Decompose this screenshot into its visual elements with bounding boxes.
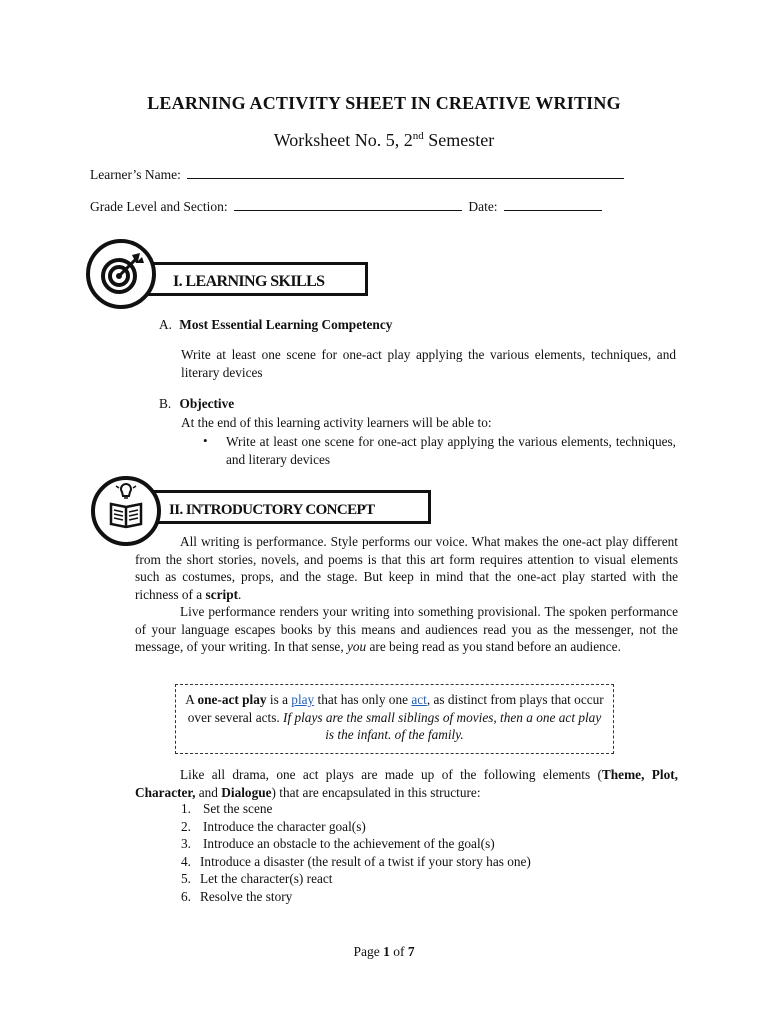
intro-paragraph-2 — [135, 603, 678, 656]
learner-name-label: Learner’s Name: — [90, 167, 181, 182]
definition-callout — [175, 684, 614, 754]
objective-intro: At the end of this learning activity learners will be able to: — [181, 415, 492, 430]
element-plot-character: Plot, Character, — [135, 767, 678, 800]
element-theme: Theme, — [601, 767, 645, 782]
list-item — [181, 818, 531, 836]
callout-term: one-act play — [197, 692, 267, 707]
target-icon — [86, 239, 156, 309]
section-heading-text: I. LEARNING SKILLS — [173, 273, 325, 290]
elements-paragraph — [135, 766, 678, 801]
worksheet-sup: nd — [412, 130, 424, 142]
section-heading-introductory-concept — [140, 490, 431, 524]
worksheet-suffix: Semester — [423, 130, 495, 150]
list-number: 2. — [181, 818, 191, 834]
page-total: 7 — [407, 944, 415, 959]
objective-title: Objective — [179, 396, 235, 411]
callout-text: A — [185, 692, 198, 707]
list-item — [181, 888, 531, 906]
section-heading-text: II. INTRODUCTORY CONCEPT — [169, 502, 375, 518]
callout-text: , as distinct from plays that occur over several acts. — [187, 692, 604, 725]
grade-section-field[interactable] — [234, 198, 462, 211]
intro-paragraph-2-end: are being read as you stand before an audience. — [366, 639, 621, 654]
worksheet-subtitle — [0, 130, 768, 151]
date-field[interactable] — [504, 198, 602, 211]
intro-paragraph-1-text: All writing is performance. Style performs our voice. What makes the one-act play different from the short stories, novels, and poems is that this art form requires attention to visual elements such as costumes, props, and the stage. But keep in mind that the one-act play started with the richness of a — [135, 534, 678, 602]
script-term: script — [205, 586, 239, 602]
list-number: 4. — [181, 853, 191, 869]
list-text: Introduce the character goal(s) — [203, 818, 366, 834]
section-heading-learning-skills — [140, 262, 368, 296]
list-text: Resolve the story — [200, 888, 293, 904]
list-item — [181, 870, 531, 888]
elements-intro-end: ) that are encapsulated in this structure: — [271, 784, 481, 800]
list-number: 6. — [181, 888, 191, 904]
intro-paragraph-2-text: Live performance renders your writing into something provisional. The spoken performance of your language escapes books by this means and audiences read you as the messenger, not the message, of your writing. In that sense, — [135, 604, 678, 654]
you-emphasis: you — [346, 639, 367, 654]
grade-label: Grade Level and Section: — [90, 199, 228, 214]
worksheet-prefix: Worksheet No. 5, 2 — [273, 130, 413, 150]
elements-intro: Like all drama, one act plays are made up of the following elements ( — [180, 767, 602, 782]
objective-bullet: Write at least one scene for one-act play applying the various elements, techniques, and literary devices — [226, 434, 676, 467]
list-item — [181, 835, 531, 853]
structure-list — [181, 800, 531, 905]
page-title: LEARNING ACTIVITY SHEET IN CREATIVE WRITING — [147, 93, 621, 113]
bullet-dot: • — [203, 433, 208, 448]
intro-paragraph-1-end: . — [238, 586, 242, 602]
list-text: Set the scene — [203, 801, 273, 816]
act-link[interactable]: act — [411, 692, 427, 707]
callout-text: that has only one — [314, 692, 412, 707]
list-item — [181, 800, 531, 818]
page-current: 1 — [383, 944, 390, 959]
grade-date-row — [90, 198, 602, 215]
competency-text: Write at least one scene for one-act play applying the various elements, techniques, and literary devices — [181, 347, 676, 380]
page-of: of — [389, 944, 408, 959]
list-text: Introduce an obstacle to the achievement of the goal(s) — [203, 836, 495, 851]
competency-marker: A. — [159, 317, 172, 332]
list-text: Introduce a disaster (the result of a twist if your story has one) — [200, 853, 531, 869]
page-number — [0, 944, 768, 960]
list-number: 1. — [181, 801, 191, 816]
page-prefix: Page — [353, 944, 384, 959]
list-number: 3. — [181, 836, 191, 851]
intro-paragraph-1 — [135, 533, 678, 603]
competency-heading — [159, 316, 392, 334]
list-text: Let the character(s) react — [200, 871, 333, 886]
element-dialogue: Dialogue — [221, 784, 272, 800]
date-label: Date: — [468, 199, 498, 214]
elements-and: and — [195, 784, 222, 800]
callout-italic: If plays are the small siblings of movies, then a one act play is the infant. of the family. — [283, 709, 602, 742]
objective-heading — [159, 395, 234, 413]
list-item — [181, 853, 531, 871]
callout-text: is a — [266, 692, 292, 707]
play-link[interactable]: play — [291, 692, 315, 707]
book-lightbulb-icon — [91, 476, 161, 546]
learner-name-row — [90, 166, 624, 183]
objective-marker: B. — [159, 396, 172, 411]
list-number: 5. — [181, 871, 191, 886]
learner-name-field[interactable] — [187, 166, 624, 179]
competency-title: Most Essential Learning Competency — [179, 317, 393, 332]
